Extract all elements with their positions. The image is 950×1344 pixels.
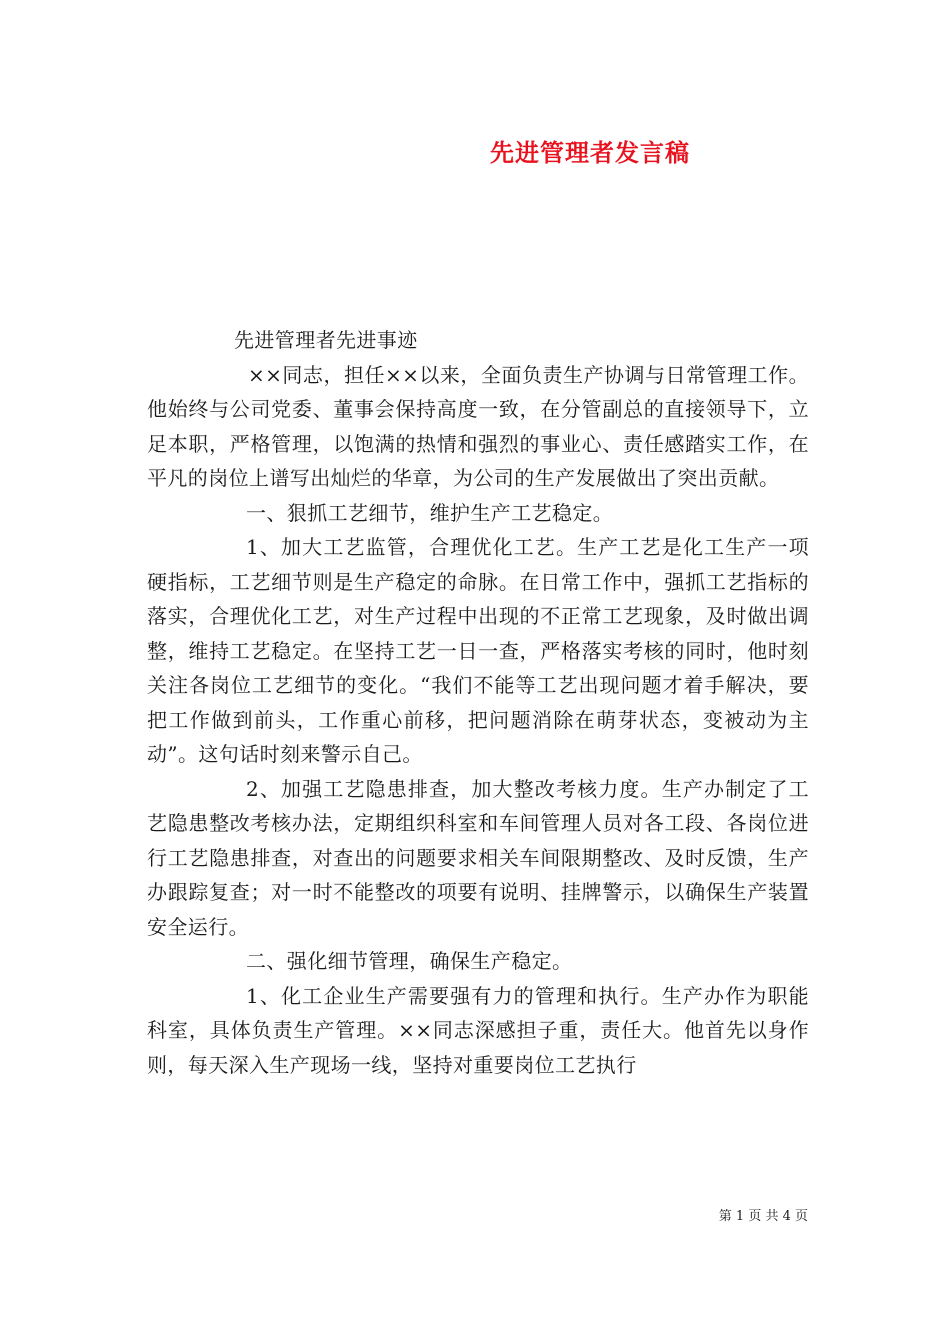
page-title: 先进管理者发言稿 — [490, 138, 690, 167]
paragraph-section-1-item-1: 1、加大工艺监管，合理优化工艺。生产工艺是化工生产一项硬指标，工艺细节则是生产稳定的命脉。在日常工作中，强抓工艺指标的落实，合理优化工艺，对生产过程中出现的不正常工艺现象，及时做出调整，维持工艺稳定。在坚持工艺一日一查，严格落实考核的同时，他时刻关注各岗位工艺细节的变化。“我们不能等工艺出现问题才着手解决，要把工作做到前头，工作重心前移，把问题消除在萌芽状态，变被动为主动”。这句话时刻来警示自己。 — [147, 535, 809, 766]
paragraph-intro: ××同志，担任××以来，全面负责生产协调与日常管理工作。他始终与公司党委、董事会保持高度一致，在分管副总的直接领导下，立足本职，严格管理，以饱满的热情和强烈的事业心、责任感踏实工作，在平凡的岗位上谱写出灿烂的华章，为公司的生产发展做出了突出贡献。 — [147, 362, 809, 490]
paragraph-subtitle: 先进管理者先进事迹 — [234, 328, 418, 352]
paragraph-section-2-item-1: 1、化工企业生产需要强有力的管理和执行。生产办作为职能科室，具体负责生产管理。××同志深感担子重，责任大。他首先以身作则，每天深入生产现场一线，坚持对重要岗位工艺执行 — [147, 983, 809, 1077]
document-body — [147, 323, 809, 1082]
paragraph-section-1-item-2: 2、加强工艺隐患排查，加大整改考核力度。生产办制定了工艺隐患整改考核办法，定期组织科室和车间管理人员对各工段、各岗位进行工艺隐患排查，对查出的问题要求相关车间限期整改、及时反馈，生产办跟踪复查；对一时不能整改的项要有说明、挂牌警示，以确保生产装置安全运行。 — [147, 776, 809, 939]
page-footer: 第 1 页 共 4 页 — [718, 1209, 808, 1224]
paragraph-section-1-heading: 一、狠抓工艺细节，维护生产工艺稳定。 — [246, 500, 614, 525]
paragraph-section-2-heading: 二、强化细节管理，确保生产稳定。 — [246, 949, 573, 973]
